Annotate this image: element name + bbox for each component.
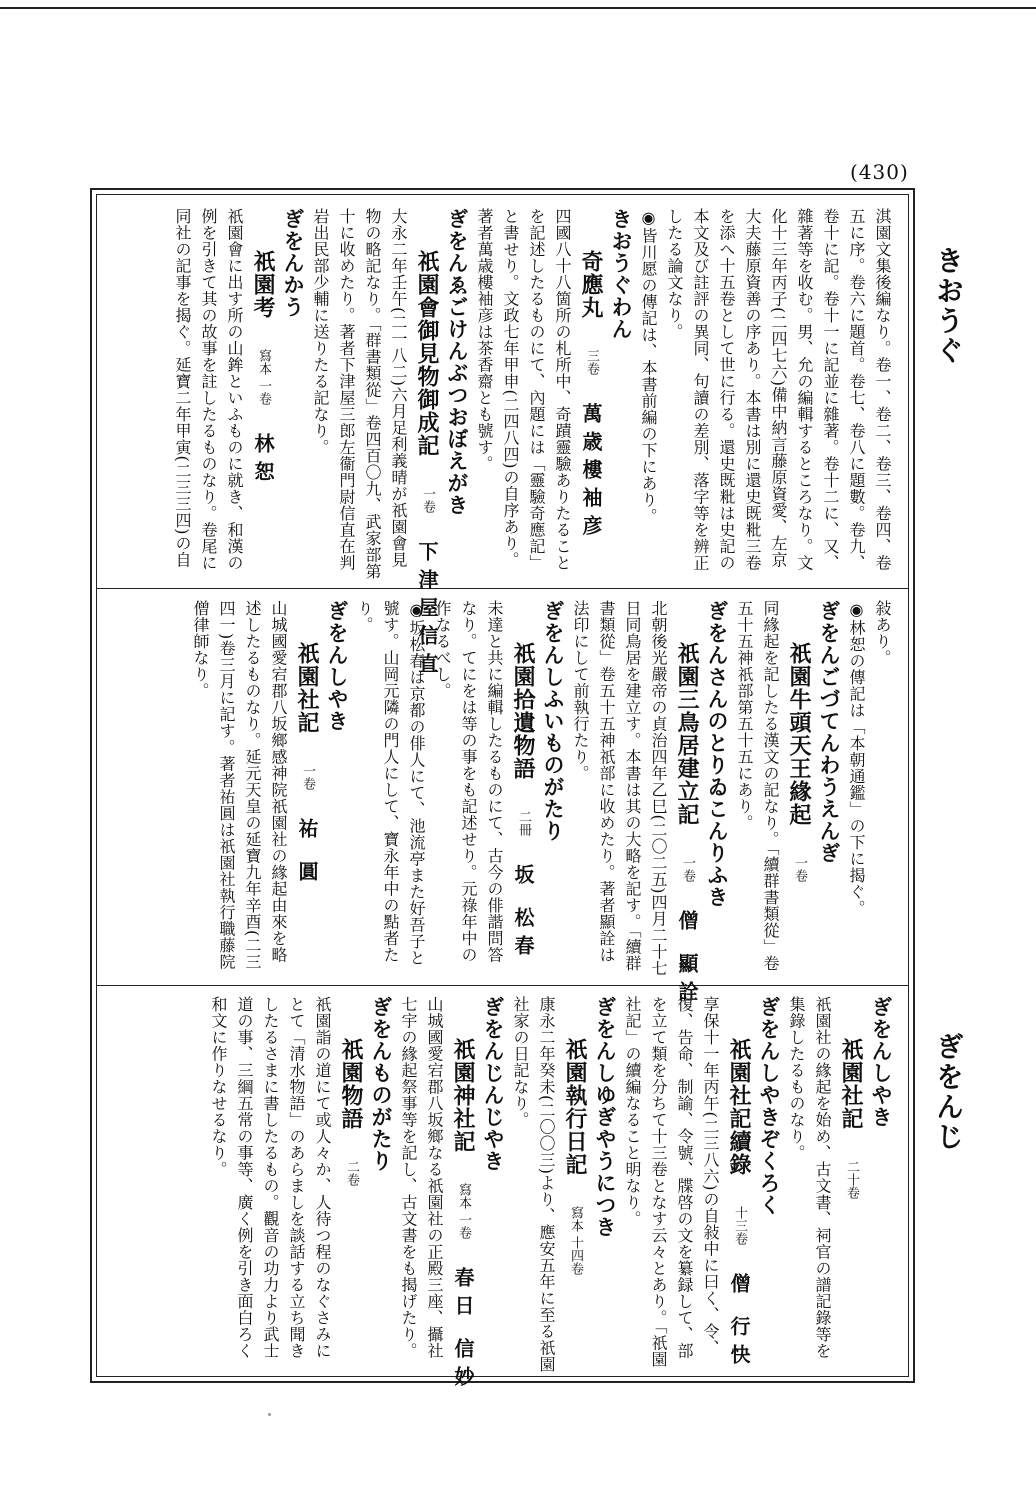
entry-author: 下津屋信直 <box>415 541 439 681</box>
tier-middle <box>110 600 895 1009</box>
entry-volumes: 一卷 <box>300 764 315 790</box>
running-head-left: ぎをんじ <box>932 1032 965 1152</box>
entry-title-line <box>723 996 755 1374</box>
entry-title-line <box>411 208 443 681</box>
entry-author: 僧 顯詮 <box>675 910 699 1009</box>
entry-author: 僧 行快 <box>727 1273 751 1372</box>
entry-shuui-monogatari <box>351 600 567 978</box>
entry-volumes: 二十卷 <box>844 1160 859 1199</box>
scan-speck <box>268 1413 271 1416</box>
entry-author: 坂 松春 <box>511 864 535 963</box>
entry-volumes: 寫本 一卷 <box>456 1183 471 1240</box>
entry-kiougan <box>471 208 635 580</box>
entry-reading: ぎをんしやき <box>325 600 350 732</box>
body-paragraph: ◉林恕の傳記は「本朝通鑑」の下に揭ぐ。 <box>847 600 866 917</box>
body-paragraph: 四國八十八箇所の札所中、奇蹟靈驗ありたることを記述したるものにて、內題には「靈驗奇應記」と書せり。文政七年甲申(二四八四)の自序あり。著者萬歳樓袖彦は茶香齋とも號す。 <box>475 208 572 571</box>
body-paragraph: 大永二年壬午(二一八二)六月足利義晴が祇園會見物の略記なり。「群書類從」卷四百〇九、武家部第十に收めたり。著者下津屋三郎左衞門尉信直在判岩出民部少輔に送りたる記なり。 <box>311 208 408 580</box>
entry-torii-konryuuki <box>567 600 731 1009</box>
entry-title-line <box>447 996 479 1395</box>
entry-body <box>395 996 447 1374</box>
entry-volumes: 一卷 <box>792 856 807 882</box>
body-paragraph: ◉皆川愿の傳記は、本書前編の下にあり。 <box>639 208 658 525</box>
entry-title: 祇園神社記 <box>450 1038 476 1153</box>
entry-reading: ぎをんゑごけんぶつおぼえがき <box>445 208 470 516</box>
entry-shaki-zokuroku <box>619 996 783 1374</box>
entry-gozu-tennou-engi <box>731 600 843 978</box>
entry-title-line <box>247 208 279 580</box>
entry-title-line <box>783 600 815 978</box>
entry-reading: ぎをんしやきぞくろく <box>757 996 782 1216</box>
entry-volumes: 一卷 <box>420 487 435 513</box>
entry-title: 奇應丸 <box>578 250 604 319</box>
entry-title: 祇園執行日記 <box>562 1038 588 1176</box>
entry-volumes: 三卷 <box>584 349 599 375</box>
entry-title: 祇園拾遺物語 <box>510 642 536 780</box>
entry-title: 祇園考 <box>250 250 276 319</box>
entry-body <box>471 208 575 580</box>
entry-volumes: 一卷 <box>680 856 695 882</box>
entry-jinjaki <box>395 996 507 1395</box>
body-paragraph: 敍あり。 <box>873 600 892 666</box>
body-paragraph: 山城國愛宕郡八坂鄉なる祇園社の正殿三座、攝社七宇の緣起祭事等を記し、古文書をも揭げたり。 <box>399 996 444 1359</box>
body-paragraph: ◉坂松春は京都の俳人にて、池流亭また好吾子と號す。山岡元隣の門人にして、寶永年中の點者たり。 <box>355 600 426 966</box>
entry-body <box>567 600 671 978</box>
entry-reading: ぎをんごづてんわうえんぎ <box>817 600 842 864</box>
entry-body <box>351 600 507 978</box>
entry-gion-shaki-1 <box>187 600 351 978</box>
entry-body <box>507 996 559 1374</box>
entry-gion-monogatari <box>205 996 395 1374</box>
tier-bottom <box>110 996 895 1395</box>
entry-volumes: 二冊 <box>516 810 531 836</box>
entry-body <box>783 996 835 1374</box>
entry-body <box>187 600 291 978</box>
entry-reading: ぎをんしふいものがたり <box>541 600 566 842</box>
entry-reading: ぎをんさんのとりゐこんりふき <box>705 600 730 908</box>
entry-body <box>169 208 247 580</box>
entry-body <box>619 996 723 1374</box>
entry-gion-shaki-20 <box>783 996 895 1374</box>
page-number: (430) <box>850 160 909 184</box>
entry-body <box>635 208 895 580</box>
entry-title: 祇園三鳥居建立記 <box>674 642 700 826</box>
entry-reading: ぎをんしやき <box>869 996 894 1128</box>
body-paragraph: 祇園社の緣起を始め、古文書、祠官の譜記錄等を集錄したるものなり。 <box>787 996 832 1359</box>
entry-author <box>339 1186 363 1214</box>
entry-body <box>843 600 895 978</box>
entry-volumes: 寫本 一卷 <box>256 349 271 406</box>
tier-divider-1 <box>96 588 909 589</box>
entry-author <box>563 1275 587 1303</box>
running-head-right: きおうぐ <box>932 246 965 366</box>
entry-author: 春日 信妙 <box>451 1267 475 1395</box>
entry-reading: ぎをんかう <box>281 208 306 318</box>
entry-title-line <box>575 208 607 580</box>
entry-author <box>839 1199 863 1227</box>
entry-author: 萬歳樓袖彦 <box>579 403 603 543</box>
body-paragraph: 祇園詣の道にて或人々か、人待つ程のなぐさみにとて「清水物語」のあらましを談話する立ち聞きしたるさまに書したるもの。觀音の功力より武士道の事、三綱五常の事等、廣く例を引き面白ろく和文に作りなせるなり。 <box>209 996 332 1359</box>
entry-body <box>731 600 783 978</box>
entry-volumes: 二卷 <box>344 1160 359 1186</box>
body-paragraph: 祇園會に出す所の山鉾といふものに就き、和漢の例を引きて其の故事を註したるものなり。卷尾に同社の記事を揭ぐ。延寶二年甲寅(二三三四)の自 <box>173 208 244 571</box>
entry-title: 祇園物語 <box>338 1038 364 1130</box>
entry-continued <box>635 208 895 580</box>
entry-title: 祇園社記續錄 <box>726 1038 752 1176</box>
entry-volumes: 寫本 十四卷 <box>568 1206 583 1276</box>
entry-reading: ぎをんじんじやき <box>481 996 506 1172</box>
entry-title-line <box>291 600 323 978</box>
entry-author: 祐 圓 <box>295 818 319 889</box>
body-paragraph: 北朝後光嚴帝の貞治四年乙巳(二〇二五)四月二十七日同鳥居を建立す。本書は其の大略を記す。「續群書類從」卷五十五神祇部に收めたり。著者顯詮は法印にして前執行たり。 <box>571 600 668 977</box>
entry-shugyou-nikki <box>507 996 619 1374</box>
entry-volumes: 十三卷 <box>732 1206 747 1245</box>
entry-continued <box>843 600 895 978</box>
entry-title: 祇園社記 <box>838 1038 864 1130</box>
entry-reading: きおうぐわん <box>609 208 634 340</box>
entry-title-line <box>335 996 367 1374</box>
body-paragraph: 同緣起を記したる漢文の記なり。「續群書類從」卷五十五神祇部第五十五にあり。 <box>735 600 780 972</box>
entry-title-line <box>835 996 867 1374</box>
body-paragraph: 淇園文集後編なり。卷一、卷二、卷三、卷四、卷五に序。卷六に題首。卷七、卷八に題數。卷九、卷十に記。卷十一に記並に雜著。卷十二に、又、雜著等を收む。男、允の編輯するところなり。文化十三年丙子(二四七六)備中納言藤原資愛、左京大夫藤原資善の序あり。本書は別に還史既粃三卷を添へ十五卷として世に行る。還史既粃は史記の本文及び註評の異同、句讀の差別、落字等を辨正したる論文なり。 <box>665 208 892 571</box>
entry-reading: ぎをんしゆぎやうにつき <box>593 996 618 1238</box>
entry-gion-kou <box>169 208 307 580</box>
entry-body <box>205 996 335 1374</box>
entry-author <box>787 882 811 910</box>
entry-author: 林恕 <box>251 433 275 490</box>
entry-title-line <box>559 996 591 1374</box>
top-rule <box>0 7 1036 9</box>
entry-title: 祇園社記 <box>294 642 320 734</box>
entry-title: 祇園會御見物御成記 <box>414 250 440 457</box>
body-paragraph: 康永二年癸未(二〇〇三)より、應安五年に至る祇園社家の日記なり。 <box>511 996 556 1373</box>
entry-reading: ぎをんものがたり <box>369 996 394 1172</box>
body-paragraph: 山城國愛宕郡八坂鄉感神院祇園社の緣起由來を略述したるものなり。延元天皇の延寶九年辛酉(二三四一)卷三月に記す。著者祐圓は祇園社執行職藤院僧律師なり。 <box>191 600 288 970</box>
tier-divider-2 <box>96 985 909 986</box>
body-paragraph: 享保十一年丙午(二三八六)の自敍中に曰く、令、復、告命、制諭、令號、牒啓の文を纂録して、部を立て類を分ちて十三卷となす云々とあり。「祇園社記」の續編なること明なり。 <box>623 996 720 1368</box>
entry-body <box>307 208 411 580</box>
entry-title-line <box>507 600 539 978</box>
entry-title: 祇園牛頭天王緣起 <box>786 642 812 826</box>
body-paragraph: 未達と共に編輯したるものにて、古今の俳諧問答なり。てにをは等の事をも記述せり。元祿年中の作なるべし。 <box>433 600 504 963</box>
entry-title-line <box>671 600 703 1009</box>
